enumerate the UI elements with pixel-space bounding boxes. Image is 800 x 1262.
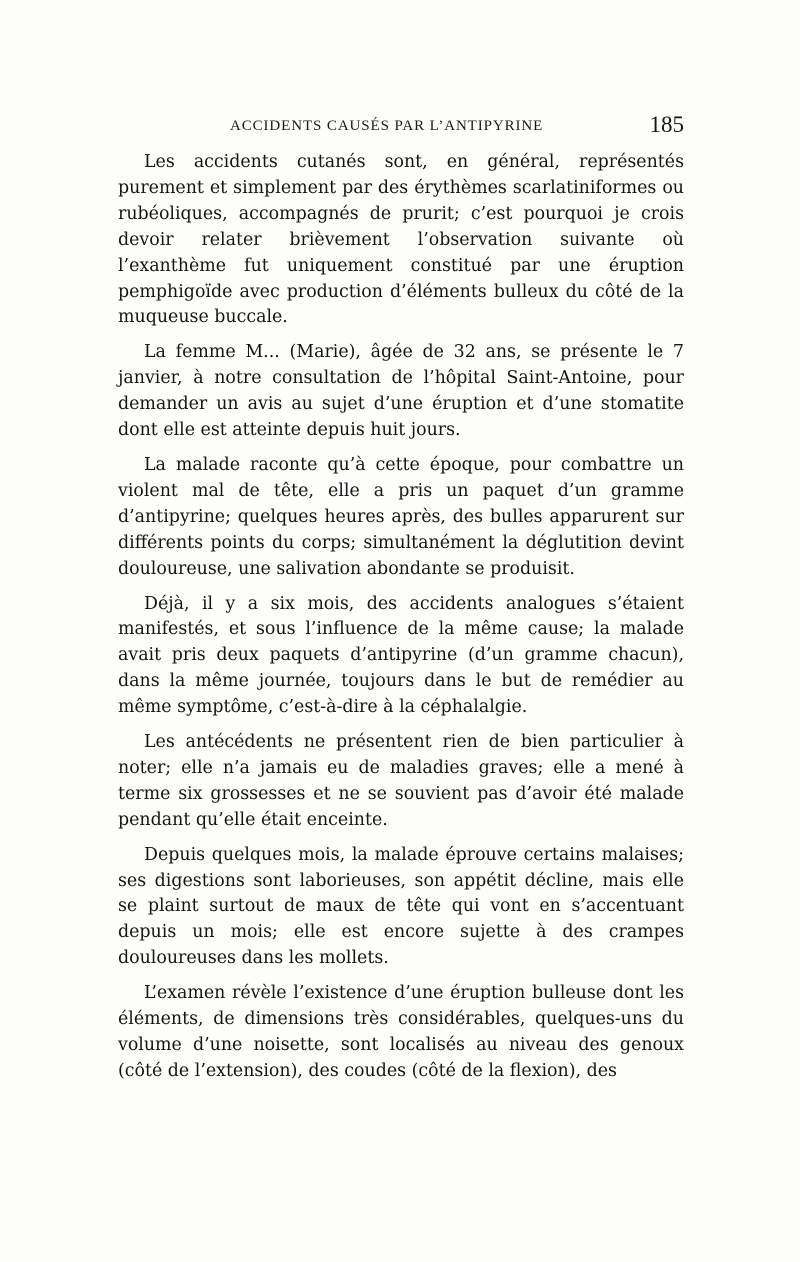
paragraph-patient-history: La malade raconte qu’à cette époque, pour combattre un violent mal de tête, elle a pris un paquet d’un gramme d’antipyrine; quelques heures après, des bulles apparurent sur différents points du corps; simultanément la déglutition devint douloureuse, une salivation abondante se produisit. (118, 454, 684, 579)
paragraph-cutaneous-accidents: Les accidents cutanés sont, en général, représentés purement et simplement par des érythèmes scarlatiniformes ou rubéoliques, accompagnés de prurit; c’est pourquoi je crois devoir relater brièvement l’observation suivante où l’exanthème fut uniquement constitué par une éruption pemphigoïde avec production d’éléments bulleux du côté de la muqueuse buccale. (118, 152, 684, 328)
paragraph-previous-episode: Déjà, il y a six mois, des accidents analogues s’étaient manifestés, et sous l’influence de la même cause; la malade avait pris deux paquets d’antipyrine (d’un gramme chacun), dans la même journée, toujours dans le but de remédier au même symptôme, c’est-à-dire à la céphalalgie. (118, 593, 684, 718)
page-number: 185 (649, 112, 684, 137)
paragraph-antecedents: Les antécédents ne présentent rien de bien particulier à noter; elle n’a jamais eu de maladies graves; elle a mené à terme six grossesses et ne se souvient pas d’avoir été malade pendant qu’elle était enceinte. (118, 732, 684, 830)
running-title: ACCIDENTS CAUSÉS PAR L’ANTIPYRINE (230, 118, 544, 134)
paragraph-examination: L’examen révèle l’existence d’une éruption bulleuse dont les éléments, de dimensions très considérables, quelques-uns du volume d’une noisette, sont localisés au niveau des genoux (côté de l’extension), des coudes (côté de la flexion), des (118, 983, 684, 1081)
body-text (118, 150, 684, 1094)
paragraph-recent-symptoms: Depuis quelques mois, la malade éprouve certains malaises; ses digestions sont laborieuses, son appétit décline, mais elle se plaint surtout de maux de tête qui vont en s’accentuant depuis un mois; elle est encore sujette à des crampes douloureuses dans les mollets. (118, 844, 684, 969)
running-head (118, 112, 684, 142)
paragraph-patient-presentation: La femme M... (Marie), âgée de 32 ans, se présente le 7 janvier, à notre consultation de l’hôpital Saint-Antoine, pour demander un avis au sujet d’une éruption et d’une stomatite dont elle est atteinte depuis huit jours. (118, 342, 684, 441)
